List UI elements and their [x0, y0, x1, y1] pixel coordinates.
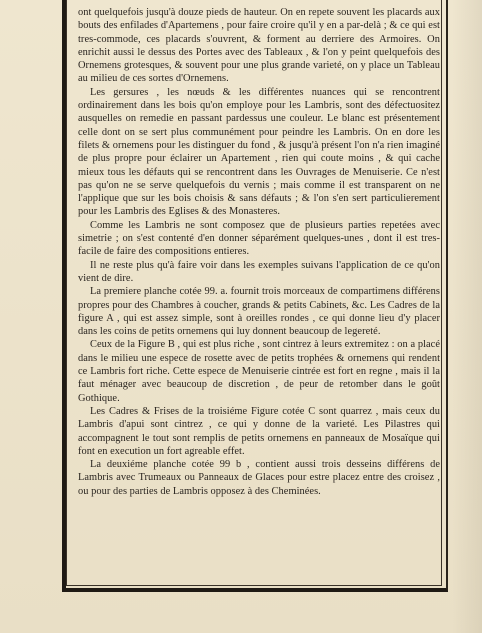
- paragraph-2: Les gersures , les nœuds & les différentes nuances qui se rencontrent ordinairement dans les bois qu'on employe pour les Lambris, sont des défectuositez ausquelles on remedie en passant pardessus une couleur. Le blanc est présentement celle dont on se sert plus communément pour peindre les Lambris. On en dore les filets & ornemens pour les distinguer du fond , & jusqu'à présent l'on n'a rien imaginé de plus propre pour éclairer un Apartement , rien qui coute moins , & qui cache mieux tous les défauts qui se rencontrent dans les Ouvrages de Menuiserie. Ce n'est pas qu'on ne se serve quelquefois du vernis ; mais comme il est transparent on ne l'applique que sur les bois choisis & sans défauts ; & l'on s'en sert particulierement pour les Lambris des Eglises & des Monasteres.: [78, 86, 440, 218]
- paragraph-3: Comme les Lambris ne sont composez que de plusieurs parties repetées avec simetrie ; on s'est contenté d'en donner séparément quelques-unes , dont il est tres-facile de faire des compositions entieres.: [78, 219, 440, 258]
- paragraph-4: Il ne reste plus qu'à faire voir dans les exemples suivans l'application de ce qu'on vient de dire.: [78, 259, 440, 284]
- paragraph-6: Ceux de la Figure B , qui est plus riche , sont cintrez à leurs extremitez : on a placé dans le milieu une espece de rosette avec de petits trophées & ornemens qui rendent ce Lambris fort riche. Cette espece de Menuiserie cintrée est fort en regne , mais il la faut ménager avec beaucoup de discretion , de peur de retomber dans le goût Gothique.: [78, 339, 440, 404]
- page-edge-shadow: [452, 0, 482, 633]
- paragraph-5: La premiere planche cotée 99. a. fournit trois morceaux de compartimens différens propres pour des Chambres à coucher, grands & petits Cabinets, &c. Les Cadres de la figure A , qui est assez simple, sont à oreilles rondes , ce qui donne lieu d'y placer dans les coins de petits ornemens qui luy donnent beaucoup de legereté.: [78, 286, 440, 338]
- body-text: [78, 6, 440, 498]
- paragraph-7: Les Cadres & Frises de la troisiéme Figure cotée C sont quarrez , mais ceux du Lambris d'apui sont cintrez , ce qui y donne de la varieté. Les Pilastres qui accompagnent le tout sont remplis de petits ornemens en panneaux de Mosaïque qui font en execution un fort agreable effet.: [78, 405, 440, 457]
- paragraph-8: La deuxiéme planche cotée 99 b , contient aussi trois desseins différens de Lambris avec Trumeaux ou Panneaux de Glaces pour estre placez entre des croisez , ou pour des parties de Lambris opposez à des Cheminées.: [78, 459, 440, 497]
- paragraph-1: ont quelquefois jusqu'à douze pieds de hauteur. On en repete souvent les placards aux bouts des enfilades d'Apartemens , pour faire croire qu'il y en a par-delà ; & ce qui est tres-commode, ces placards s'ouvrent, & forment au derriere des Armoires. On enrichit aussi le dessus des Portes avec des Tableaux , & l'on y peint quelquefois des Ornemens grotesques, & souvent pour une plus grande varieté, on y place un Tableau au milieu de ces sortes d'Ornemens.: [78, 7, 440, 85]
